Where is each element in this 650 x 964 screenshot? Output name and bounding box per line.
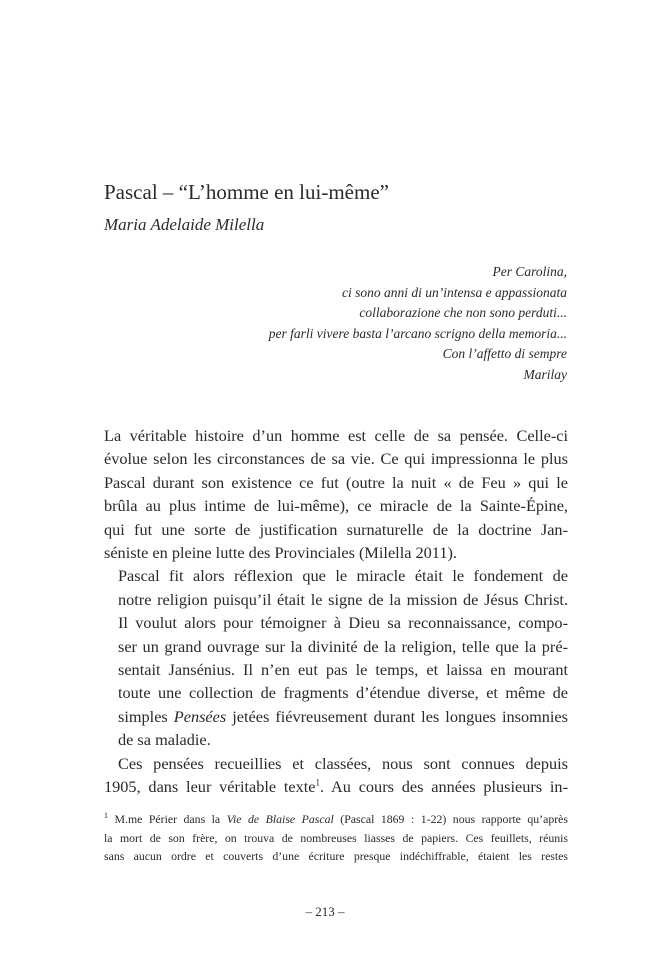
text-line: séniste en pleine lutte des Provinciales (Milella 2011). [104, 543, 457, 563]
text-fragment: M.me Périer dans la [108, 812, 227, 826]
text-line: Pascal durant son existence ce fut (outre la nuit « de Feu » qui le [104, 472, 568, 492]
italic-title-pensees: Pensées [173, 706, 227, 726]
text-fragment: simples [118, 706, 174, 726]
text-line: qui fut une sorte de justification surnaturelle de la doctrine Jan- [104, 519, 568, 539]
text-line: évolue selon les circonstances de sa vie. Ce qui impressionna le plus [104, 449, 568, 469]
dedication [200, 262, 567, 386]
italic-book-title: Vie de Blaise Pascal [226, 812, 334, 826]
footnote [104, 810, 568, 866]
dedication-line: per farli vivere basta l’arcano scrigno della memoria... [268, 325, 567, 341]
text-line [104, 775, 568, 798]
text-fragment: 1905, dans leur véritable texte [104, 777, 316, 797]
text-line: La véritable histoire d’un homme est celle de sa pensée. Celle-ci [104, 426, 568, 445]
paragraph-1 [104, 424, 568, 564]
chapter-title: Pascal – “L’homme en lui-même” [104, 180, 389, 204]
footnote-line [104, 810, 568, 829]
dedication-signature: Marilay [523, 366, 567, 382]
text-fragment: . Au cours des années plusieurs in- [320, 777, 568, 797]
footnote-mark: 1 [104, 811, 108, 821]
author-name: Maria Adelaide Milella [104, 215, 265, 234]
dedication-line: Per Carolina, [492, 264, 567, 279]
text-line: ser un grand ouvrage sur la divinité de la religion, telle que la pré- [118, 636, 568, 656]
body-text [104, 424, 568, 799]
page-number: – 213 – [305, 904, 345, 919]
text-line: Ces pensées recueillies et classées, nous sont connues depuis [118, 753, 568, 773]
text-line: brûla au plus intime de lui-même), ce miracle de la Sainte-Épine, [104, 496, 568, 516]
text-line: de sa maladie. [118, 730, 211, 750]
text-line: notre religion puisqu’il était le signe de la mission de Jésus Christ. [118, 589, 568, 609]
footnote-line: la mort de son frère, on trouva de nombreuses liasses de papiers. Ces feuillets, réunis [104, 830, 568, 845]
dedication-line: Con l’affetto di sempre [442, 346, 567, 362]
dedication-line: collaborazione che non sono perduti... [359, 305, 567, 321]
text-line: sentait Jansénius. Il n’en eut pas le temps, et laissa en mourant [118, 660, 568, 680]
text-line: Il voulut alors pour témoigner à Dieu sa reconnaissance, compo- [118, 613, 568, 633]
text-fragment: jetées fiévreusement durant les longues insomnies [226, 706, 568, 726]
paragraph-3 [104, 752, 568, 799]
footnote-line: sans aucun ordre et couverts d’une écriture presque indéchiffrable, étaient les restes [104, 849, 568, 863]
paragraph-2 [104, 564, 568, 751]
text-line: toute une collection de fragments d’étendue diverse, et même de [118, 683, 568, 703]
text-line [104, 705, 568, 728]
text-fragment: (Pascal 1869 : 1-22) nous rapporte qu’après [333, 812, 569, 826]
dedication-line: ci sono anni di un’intensa e appassionata [342, 284, 567, 300]
text-line: Pascal fit alors réflexion que le miracle était le fondement de [118, 566, 568, 586]
footnote-reference[interactable]: 1 [315, 777, 321, 788]
